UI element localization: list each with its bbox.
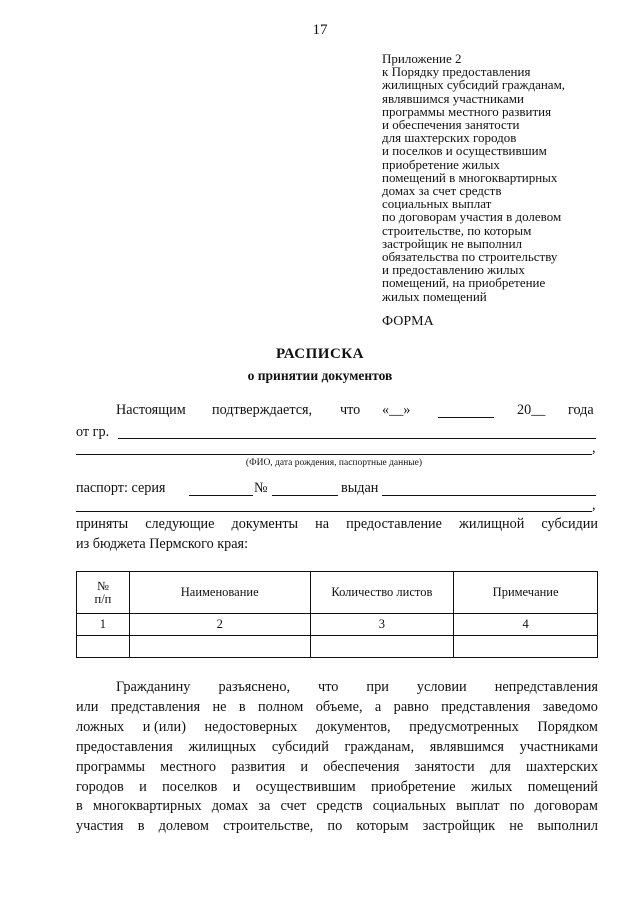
paragraph-line <box>76 758 598 778</box>
table-header-row <box>77 572 598 614</box>
page-number: 17 <box>312 22 328 38</box>
word: договорам <box>534 798 598 815</box>
explanation-paragraph <box>76 678 598 837</box>
appendix-line: к Порядку предоставления <box>382 64 531 80</box>
header-note: Примечание <box>454 572 598 614</box>
word: не <box>509 818 524 835</box>
word: по <box>509 798 525 815</box>
word: предоставление <box>346 516 442 532</box>
appendix-line: приобретение жилых <box>382 156 500 172</box>
comma: , <box>592 440 596 456</box>
word: социальных <box>372 798 447 815</box>
word: предусмотренных <box>409 718 519 735</box>
appendix-line: жилищных субсидий гражданам, <box>382 77 566 93</box>
appendix-line: социальных выплат <box>382 196 492 212</box>
appendix-line: обязательства по строительству <box>382 249 558 265</box>
word: и <box>232 778 241 795</box>
header-sheets: Количество листов <box>310 572 454 614</box>
word: в <box>76 798 83 815</box>
cell <box>310 636 454 658</box>
word: за <box>258 798 271 815</box>
word: жилищной <box>459 516 525 532</box>
appendix-line: домах за счет средств <box>382 183 502 199</box>
word: полном <box>258 698 304 715</box>
word: Гражданину <box>116 679 191 695</box>
word: при <box>366 679 389 695</box>
citizen-details-line <box>76 454 592 455</box>
word: на <box>315 516 330 532</box>
documents-table <box>76 571 598 658</box>
passport-number-line <box>272 495 338 496</box>
fio-hint: (ФИО, дата рождения, паспортные данные) <box>245 458 423 468</box>
word: документов, <box>315 718 391 735</box>
confirm-word-2: подтверждается, <box>212 402 313 418</box>
word: обеспечения <box>323 758 400 775</box>
header-number: № п/п <box>77 572 130 614</box>
word: шахтерских <box>525 758 598 775</box>
word: субсидии <box>541 516 598 532</box>
appendix-header <box>382 52 622 303</box>
word: средств <box>316 798 363 815</box>
word: субсидий <box>271 738 329 755</box>
document-title: РАСПИСКА <box>275 346 365 362</box>
cell: 1 <box>77 614 130 636</box>
paragraph-line <box>76 797 598 817</box>
appendix-line: строительстве, по которым <box>382 222 532 238</box>
appendix-line: и предоставлению жилых <box>382 262 525 278</box>
day-field: «__» <box>382 402 411 418</box>
issued-label: выдан <box>341 480 379 496</box>
accepted-line-1 <box>76 516 598 533</box>
word: которым <box>356 818 409 835</box>
appendix-line: застройщик не выполнил <box>382 235 523 251</box>
word: строительстве, <box>223 818 314 835</box>
paragraph-line <box>76 698 598 718</box>
word: местного <box>160 758 216 775</box>
word: следующие <box>145 516 215 532</box>
issued-by-line-2 <box>76 511 592 512</box>
word: в <box>137 818 145 835</box>
word: документы <box>231 516 299 532</box>
word: участия <box>76 818 124 835</box>
table-row-empty <box>77 636 598 658</box>
cell: 3 <box>310 614 454 636</box>
word: помещений <box>527 778 598 795</box>
word: жилых <box>470 778 513 795</box>
word: приобретение <box>371 778 456 795</box>
word: недостоверных <box>204 718 298 735</box>
word: ложных <box>76 718 125 735</box>
cell: 4 <box>454 614 598 636</box>
appendix-line: и поселков и осуществившим <box>382 143 547 159</box>
word: предоставления <box>76 738 173 755</box>
paragraph-line <box>76 738 598 758</box>
word: программы <box>76 758 146 775</box>
cell <box>129 636 310 658</box>
appendix-line: Приложение 2 <box>382 51 462 66</box>
appendix-line: программы местного развития <box>382 103 552 119</box>
cell: 2 <box>129 614 310 636</box>
word: поселков <box>162 778 218 795</box>
word: равно <box>393 698 429 715</box>
word: застройщик <box>422 818 496 835</box>
paragraph-line <box>76 718 598 738</box>
issued-by-line <box>382 495 596 496</box>
header-name: Наименование <box>129 572 310 614</box>
word: разъяснено, <box>218 679 291 695</box>
form-label: ФОРМА <box>382 314 434 329</box>
word: а <box>374 698 382 715</box>
word: в <box>238 698 246 715</box>
cell <box>77 636 130 658</box>
paragraph-line <box>76 778 598 798</box>
document-subtitle: о принятии документов <box>247 368 393 383</box>
citizen-name-line <box>118 438 596 439</box>
month-field-line <box>438 417 494 418</box>
passport-number-label: № <box>254 480 268 496</box>
passport-series-line <box>189 495 253 496</box>
appendix-line: жилых помещений <box>382 288 487 304</box>
accepted-line-2: из бюджета Пермского края: <box>76 536 249 552</box>
word: домах <box>211 798 249 815</box>
confirm-word-1: Настоящим <box>116 402 186 418</box>
confirm-word-3: что <box>340 402 361 418</box>
appendix-line: помещений, на приобретение <box>382 275 546 291</box>
word: осуществившим <box>255 778 356 795</box>
appendix-line: для шахтерских городов <box>382 130 517 146</box>
word: выплат <box>456 798 500 815</box>
word: долевом <box>158 818 209 835</box>
word: Порядком <box>537 718 598 735</box>
paragraph-line <box>76 817 598 837</box>
word: многоквартирных <box>92 798 202 815</box>
from-citizen-label: от гр. <box>76 424 110 440</box>
word: непредставления <box>494 679 598 695</box>
word: приняты <box>76 516 129 532</box>
word: по <box>327 818 343 835</box>
word: жилищных <box>188 738 257 755</box>
word: представления <box>110 698 201 715</box>
appendix-line: являвшимся участниками <box>382 90 524 106</box>
word: гражданам, <box>344 738 415 755</box>
appendix-line: по договорам участия в долевом <box>382 209 562 225</box>
word: являвшимся <box>429 738 504 755</box>
word: для <box>489 758 511 775</box>
paragraph-line <box>76 678 598 698</box>
word: и <box>139 778 147 795</box>
table-row-numbers <box>77 614 598 636</box>
word: и <box>300 758 308 775</box>
word: объеме, <box>315 698 363 715</box>
word: развития <box>231 758 286 775</box>
word: участниками <box>519 738 598 755</box>
word: заведомо <box>542 698 598 715</box>
word: условии <box>416 679 467 695</box>
word: или <box>76 698 99 715</box>
word: городов <box>76 778 124 795</box>
word: что <box>318 679 339 695</box>
comma: , <box>592 497 596 513</box>
word: выполнил <box>537 818 598 835</box>
passport-series-label: паспорт: серия <box>76 480 166 496</box>
appendix-line: и обеспечения занятости <box>382 117 520 133</box>
word: не <box>212 698 227 715</box>
year-field: 20__ <box>517 402 546 418</box>
word: счет <box>280 798 307 815</box>
appendix-line: помещений в многоквартирных <box>382 169 558 185</box>
cell <box>454 636 598 658</box>
word: занятости <box>414 758 475 775</box>
word: представления <box>441 698 531 715</box>
year-word: года <box>568 402 594 418</box>
word: и (или) <box>142 718 186 735</box>
